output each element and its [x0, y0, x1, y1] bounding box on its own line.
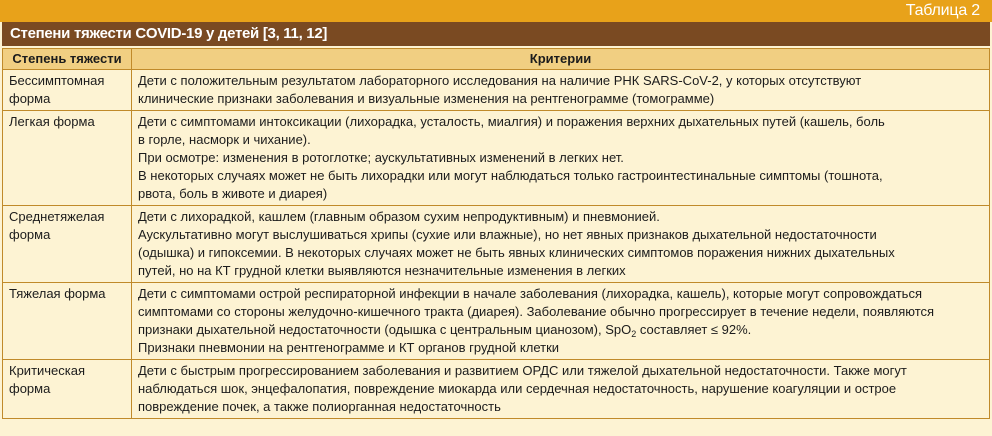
spo2-prefix: SpO: [601, 322, 632, 337]
table-row: [3, 111, 990, 206]
table-row: [3, 206, 990, 283]
criteria-line: Дети с симптомами интоксикации (лихорадка, усталость, миалгия) и поражения верхних дыхательных путей (кашель, боль: [138, 114, 885, 129]
criteria-line: симптомами со стороны желудочно-кишечного тракта (диарея). Заболевание обычно прогрессирует в течение недели, появляются: [138, 304, 935, 319]
criteria-cell: [132, 206, 990, 283]
criteria-cell: [132, 283, 990, 360]
criteria-line: путей, но на КТ грудной клетки выявляются незначительные изменения в легких: [138, 263, 626, 278]
column-header-criteria: Критерии: [132, 49, 990, 70]
criteria-line: При осмотре: изменения в ротоглотке; аускультативных изменений в легких нет.: [138, 150, 624, 165]
criteria-cell: [132, 111, 990, 206]
table-number: Таблица 2: [905, 2, 980, 19]
table-row: [3, 70, 990, 111]
header-row: [3, 49, 990, 70]
criteria-line: Дети с лихорадкой, кашлем (главным образом сухим непродуктивным) и пневмонией.: [138, 209, 660, 224]
degree-line: форма: [9, 91, 51, 106]
degree-line: форма: [9, 381, 51, 396]
table-row: [3, 360, 990, 419]
degree-line: форма: [9, 227, 51, 242]
degree-cell: [3, 283, 132, 360]
severity-table: [2, 48, 990, 419]
degree-cell: [3, 360, 132, 419]
title-bar: [2, 22, 990, 46]
criteria-line: Признаки пневмонии на рентгенограмме и КТ органов грудной клетки: [138, 340, 560, 355]
criteria-line: клинические признаки заболевания и визуальные изменения на рентгенограмме (томограмме): [138, 91, 715, 106]
top-bar: [0, 0, 992, 22]
criteria-line-spo2: [138, 321, 983, 339]
degree-line: Среднетяжелая: [9, 209, 105, 224]
degree-cell: [3, 70, 132, 111]
criteria-line: рвота, боль в животе и диарея): [138, 186, 328, 201]
criteria-line: в горле, насморк и чихание).: [138, 132, 311, 147]
spo2-suffix: составляет ≤ 92%.: [636, 322, 752, 337]
column-header-degree: Степень тяжести: [3, 49, 132, 70]
spo2-subscript: 2: [631, 329, 637, 339]
criteria-line: наблюдаться шок, энцефалопатия, повреждение миокарда или сердечная недостаточность, нарушение коагуляции и острое: [138, 381, 897, 396]
degree-cell: [3, 206, 132, 283]
criteria-line: повреждение почек, а также полиорганная недостаточность: [138, 399, 501, 414]
degree-line: Тяжелая форма: [9, 286, 106, 301]
criteria-line: Дети с быстрым прогрессированием заболевания и развитием ОРДС или тяжелой дыхательной недостаточности. Также могут: [138, 363, 907, 378]
table-title: Степени тяжести COVID-19 у детей [3, 11, 12]: [10, 25, 328, 42]
criteria-line: В некоторых случаях может не быть лихорадки или могут наблюдаться только гастроинтестинальные симптомы (тошнота,: [138, 168, 883, 183]
degree-line: Легкая форма: [9, 114, 95, 129]
criteria-text: признаки дыхательной недостаточности (одышка с центральным цианозом),: [138, 322, 602, 337]
table-row: [3, 283, 990, 360]
criteria-line: Дети с симптомами острой респираторной инфекции в начале заболевания (лихорадка, кашель), которые могут сопровождаться: [138, 286, 922, 301]
criteria-cell: [132, 360, 990, 419]
criteria-line: Аускультативно могут выслушиваться хрипы (сухие или влажные), но нет явных признаков дыхательной недостаточности: [138, 227, 877, 242]
degree-line: Критическая: [9, 363, 86, 378]
criteria-line: (одышка) и гипоксемии. В некоторых случаях может не быть явных клинических симптомов поражения нижних дыхательных: [138, 245, 895, 260]
degree-line: Бессимптомная: [9, 73, 105, 88]
criteria-cell: [132, 70, 990, 111]
criteria-line: Дети с положительным результатом лабораторного исследования на наличие РНК SARS-CoV-2, у которых отсутствуют: [138, 73, 862, 88]
degree-cell: [3, 111, 132, 206]
